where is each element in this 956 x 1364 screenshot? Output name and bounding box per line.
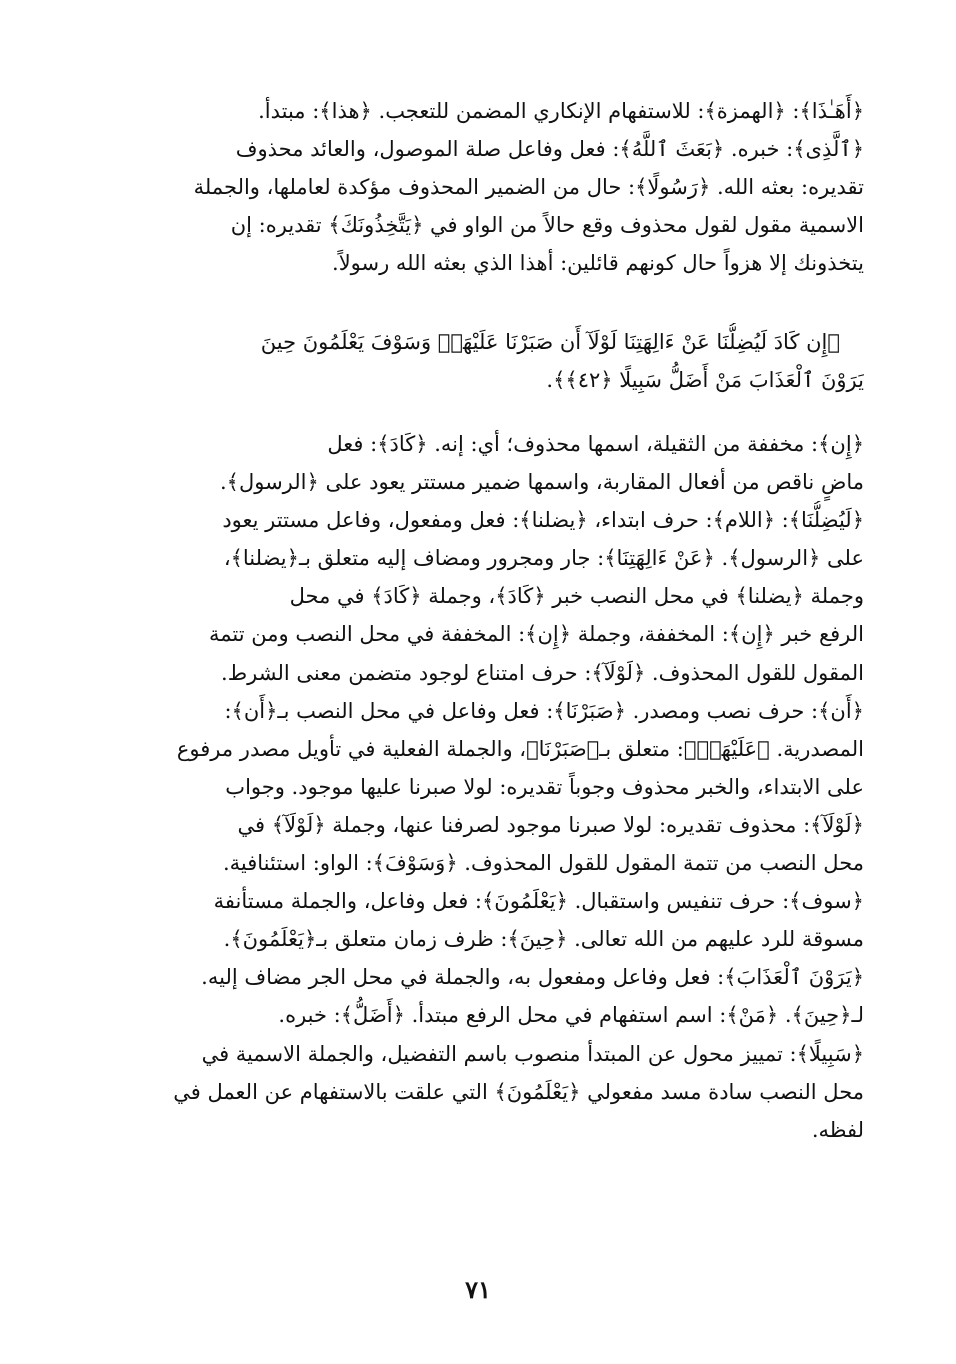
- text-line: ماضٍ ناقص من أفعال المقاربة، واسمها ضمير مستتر يعود على ﴿الرسول﴾.: [219, 470, 864, 495]
- text-line: لفظه.: [811, 1117, 864, 1142]
- text-line: الاسمية مقول لقول محذوف وقع حالاً من الواو في ﴿يَتَّخِذُونَكَ﴾ تقديره: إن: [230, 213, 864, 238]
- text-line: ﴿أَهَـٰذَا﴾: ﴿الهمزة﴾: للاستفهام الإنكاري المضمن للتعجب. ﴿هذا﴾: مبتدأ.: [258, 99, 864, 123]
- quran-verse: [104, 323, 864, 399]
- text-line: ﴿سوف﴾: حرف تنفيس واستقبال. ﴿يَعْلَمُونَ﴾: فعل وفاعل، والجملة مستأنفة: [213, 889, 864, 914]
- commentary-top: [104, 92, 864, 282]
- text-line: ﴿لَوْلَآ﴾: محذوف تقديره: لولا صبرنا موجود لصرفنا عنها، وجملة ﴿لَوْلَآ﴾ في: [237, 812, 864, 837]
- text-line: وجملة ﴿يضلنا﴾ في محل النصب خبر ﴿كَادَ﴾، وجملة ﴿كَادَ﴾ في محل: [289, 584, 864, 609]
- verse-line: يَرَوْنَ ٱلْعَذَابَ مَنْ أَضَلُّ سَبِيلًا ﴿٤٢﴾﴾.: [546, 368, 864, 393]
- text-line: ﴿ٱلَّذِى﴾: خبره. ﴿بَعَثَ ٱللَّهُ﴾: فعل وفاعل صلة الموصول، والعائد محذوف: [235, 137, 864, 162]
- text-line: ﴿لَيُضِلُّنَا﴾: ﴿اللام﴾: حرف ابتداء، ﴿يضلنا﴾: فعل ومفعول، وفاعل مستتر يعود: [222, 508, 864, 533]
- text-line: محل النصب سادة مسد مفعولي ﴿يَعْلَمُونَ﴾ التي علقت بالاستفهام عن العمل في: [173, 1079, 864, 1104]
- text-line: ﴿سَبِيلًا﴾: تمييز محول عن المبتدأ منصوب باسم التفضيل، والجملة الاسمية في: [201, 1041, 864, 1066]
- page-number: ٧١: [465, 1275, 491, 1304]
- verse-line: ﴿إِن كَادَ لَيُضِلُّنَا عَنْ ءَالِهَتِنَا لَوْلَآ أَن صَبَرْنَا عَلَيْهَاۚ وَسَوْفَ يَعْلَمُونَ حِينَ: [260, 330, 840, 354]
- text-line: محل النصب من تتمة المقول للقول المحذوف. ﴿وَسَوْفَ﴾: الواو: استئنافية.: [222, 851, 864, 876]
- text-line: مسوقة للرد عليهم من الله تعالى. ﴿حِينَ﴾: ظرف زمان متعلق بـ﴿يَعْلَمُونَ﴾.: [223, 927, 864, 952]
- text-line: المقول للقول المحذوف. ﴿لَوْلَآ﴾: حرف امتناع لوجود متضمن معنى الشرط.: [221, 660, 864, 685]
- text-line: على الابتداء، والخبر محذوف وجوباً تقديره: لولا صبرنا عليها موجود. وجواب: [225, 774, 864, 799]
- text-line: ﴿يَرَوْنَ ٱلْعَذَابَ﴾: فعل وفاعل ومفعول به، والجملة في محل الجر مضاف إليه.: [201, 965, 864, 990]
- text-line: يتخذونك إلا هزواً حال كونهم قائلين: أهذا الذي بعثه الله رسولاً.: [332, 251, 864, 276]
- text-line: ﴿أَن﴾: حرف نصب ومصدر. ﴿صَبَرْنَا﴾: فعل وفاعل في محل النصب بـ﴿أَن﴾:: [224, 698, 864, 723]
- text-line: على ﴿الرسول﴾. ﴿عَنْ ءَالِهَتِنَا﴾: جار ومجرور ومضاف إليه متعلق بـ﴿يضلنا﴾،: [223, 546, 864, 571]
- text-line: تقديره: بعثه الله. ﴿رَسُولًا﴾: حال من الضمير المحذوف مؤكدة لعاملها، والجملة: [193, 175, 864, 200]
- commentary-main: [104, 425, 864, 1149]
- text-line: ﴿إِن﴾: مخففة من الثقيلة، اسمها محذوف؛ أي: إنه. ﴿كَادَ﴾: فعل: [327, 432, 864, 456]
- text-line: الرفع خبر ﴿إِن﴾: المخففة، وجملة ﴿إِن﴾: المخففة في محل النصب ومن تتمة: [209, 622, 864, 647]
- text-line: لـ﴿حِينَ﴾. ﴿مَنْ﴾: اسم استفهام في محل الرفع مبتدأ. ﴿أَضَلُّ﴾: خبره.: [278, 1003, 864, 1028]
- text-line: المصدرية. ﴿عَلَيْهَاۚ﴾: متعلق بـ﴿صَبَرْنَا﴾، والجملة الفعلية في تأويل مصدر مرفوع: [176, 736, 864, 761]
